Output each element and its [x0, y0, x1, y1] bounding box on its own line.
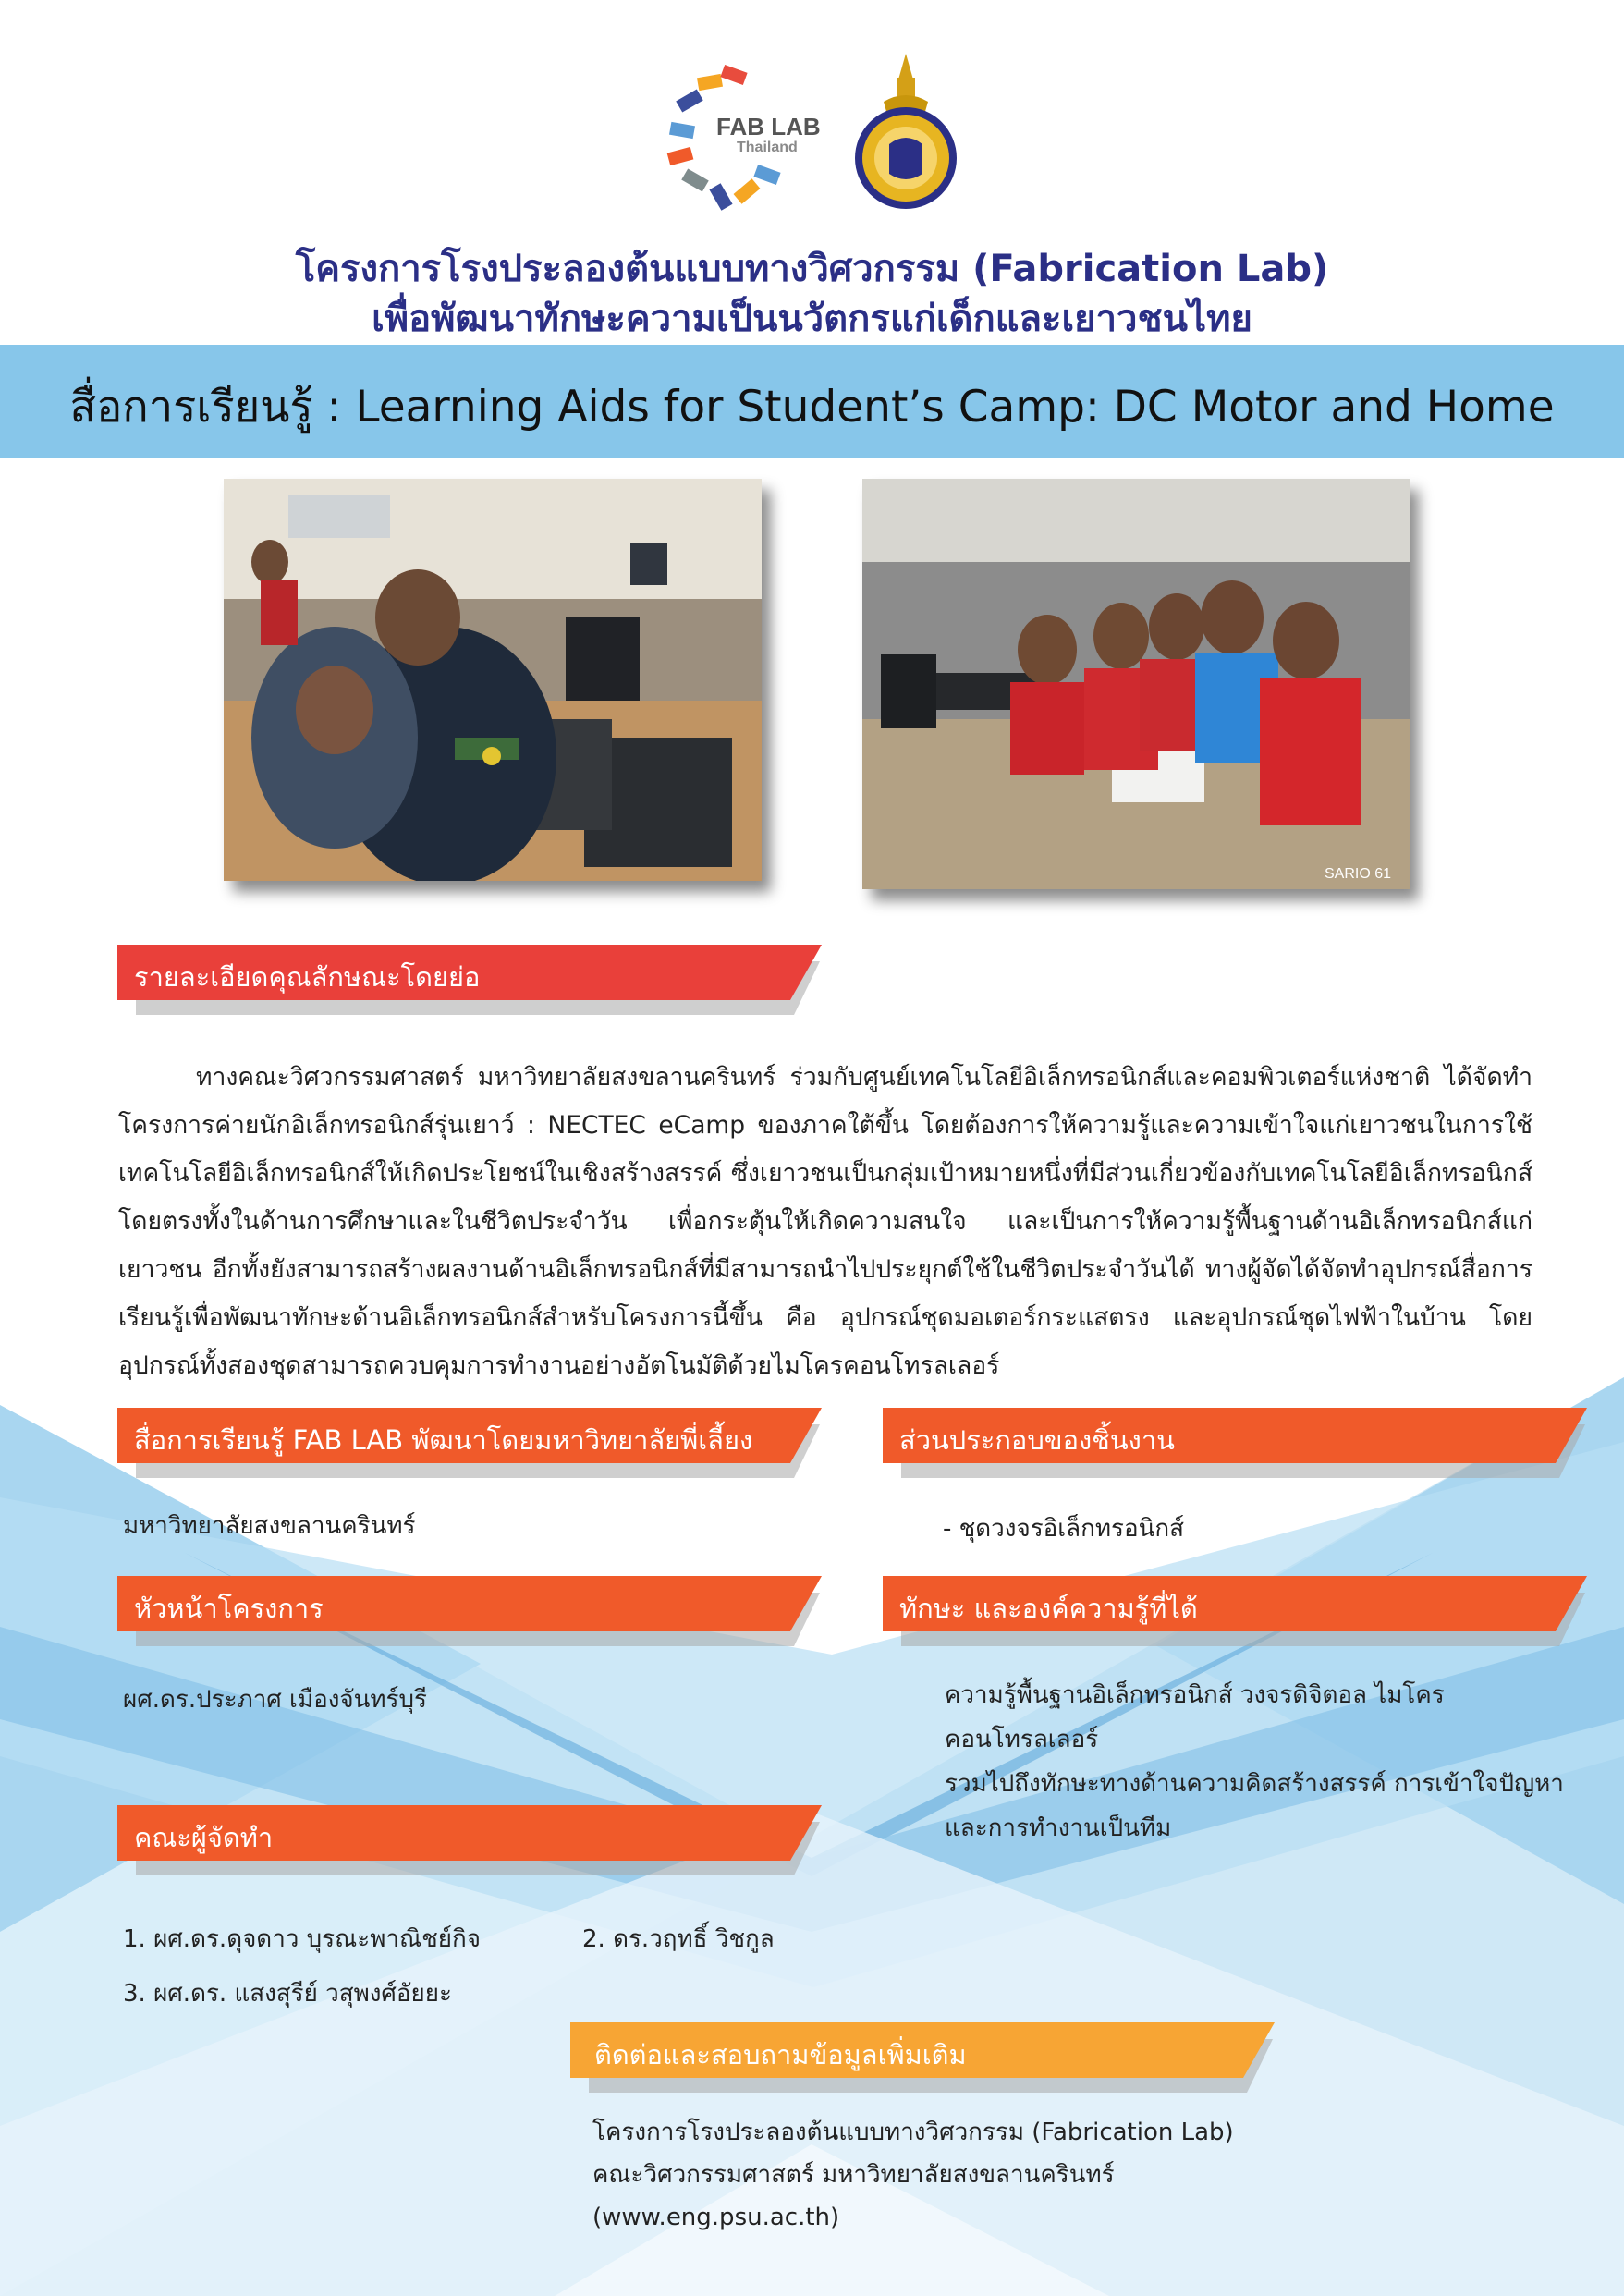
summary-paragraph — [118, 1054, 1532, 1390]
team-member-1: 1. ผศ.ดร.ดุจดาว บุรณะพาณิชย์กิจ — [123, 1925, 481, 1953]
workshop-photo-right — [862, 479, 1410, 889]
summary-heading-text: รายละเอียดคุณลักษณะโดยย่อ — [134, 961, 481, 993]
skills-heading-text: ทักษะ และองค์ความรู้ที่ได้ — [899, 1593, 1198, 1624]
components-heading-text: ส่วนประกอบของชิ้นงาน — [899, 1424, 1175, 1456]
components-value: - ชุดวงจรอิเล็กทรอนิกส์ — [943, 1515, 1184, 1543]
project-lead-value: ผศ.ดร.ประภาศ เมืองจันทร์บุรี — [123, 1686, 427, 1714]
workshop-photo-left — [224, 479, 762, 881]
contact-website: (www.eng.psu.ac.th) — [592, 2204, 840, 2231]
contact-heading-text: ติดต่อและสอบถามข้อมูลเพิ่มเติม — [594, 2039, 967, 2070]
project-lead-heading — [117, 1576, 820, 1631]
contact-line-1: โครงการโรงประลองต้นแบบทางวิศวกรรม (Fabrication Lab) — [592, 2119, 1234, 2146]
contact-heading — [570, 2022, 1273, 2078]
logo-subtext: Thailand — [737, 140, 798, 155]
logo-text: FAB LAB — [716, 113, 821, 140]
photo-watermark: SARIO 61 — [1325, 866, 1392, 882]
subject-banner-title: สื่อการเรียนรู้ : Learning Aids for Student’s Camp: DC Motor and Home — [69, 382, 1555, 433]
project-title-line1: โครงการโรงประลองต้นแบบทางวิศวกรรม (Fabrication Lab) — [295, 248, 1329, 290]
team-heading — [117, 1805, 820, 1861]
skills-line-3: และการทำงานเป็นทีม — [945, 1814, 1172, 1842]
skills-line-1: ความรู้พื้นฐานอิเล็กทรอนิกส์ วงจรดิจิตอล ไมโครคอนโทรลเลอร์ — [945, 1681, 1445, 1753]
components-heading — [883, 1408, 1585, 1463]
contact-details — [592, 2111, 1424, 2239]
mentor-university-value: มหาวิทยาลัยสงขลานครินทร์ — [123, 1512, 416, 1540]
team-member-3: 3. ผศ.ดร. แสงสุรีย์ วสุพงศ์อัยยะ — [123, 1980, 452, 2008]
mentor-university-heading — [117, 1408, 820, 1463]
skills-list — [945, 1673, 1592, 1850]
fablab-logo — [661, 57, 827, 224]
team-member-2: 2. ดร.วฤทธิ์ วิชกูล — [582, 1925, 775, 1953]
skills-line-2: รวมไปถึงทักษะทางด้านความคิดสร้างสรรค์ การเข้าใจปัญหา — [945, 1770, 1564, 1798]
team-heading-text: คณะผู้จัดทำ — [134, 1822, 274, 1853]
contact-line-2: คณะวิศวกรรมศาสตร์ มหาวิทยาลัยสงขลานครินทร์ — [592, 2161, 1115, 2189]
summary-body: ทางคณะวิศวกรรมศาสตร์ มหาวิทยาลัยสงขลานครินทร์ ร่วมกับศูนย์เทคโนโลยีอิเล็กทรอนิกส์และคอมพิวเตอร์แห่งชาติ ได้จัดทำโครงการค่ายนักอิเล็กทรอนิกส์รุ่นเยาว์ : NECTEC eCamp ของภาคใต้ขึ้น โดยต้องการให้ความรู้และความเข้าใจแก่เยาวชนในการใช้เทคโนโลยีอิเล็กทรอนิกส์ให้เกิดประโยชน์ในเชิงสร้างสรรค์ ซึ่งเยาวชนเป็นกลุ่มเป้าหมายหนึ่งที่มีส่วนเกี่ยวข้องกับเทคโนโลยีอิเล็กทรอนิกส์โดยตรงทั้งในด้านการศึกษาและในชีวิตประจำวัน เพื่อกระตุ้นให้เกิดความสนใจ และเป็นการให้ความรู้พื้นฐานด้านอิเล็กทรอนิกส์แก่เยาวชน อีกทั้งยังสามารถสร้างผลงานด้านอิเล็กทรอนิกส์ที่มีสามารถนำไปประยุกต์ใช้ในชีวิตประจำวันได้ ทางผู้จัดได้จัดทำอุปกรณ์สื่อการเรียนรู้เพื่อพัฒนาทักษะด้านอิเล็กทรอนิกส์สำหรับโครงการนี้ขึ้น คือ อุปกรณ์ชุดมอเตอร์กระแสตรง และอุปกรณ์ชุดไฟฟ้าในบ้าน โดยอุปกรณ์ทั้งสองชุดสามารถควบคุมการทำงานอย่างอัตโนมัติด้วยไมโครคอนโทรลเลอร์ — [118, 1063, 1532, 1380]
summary-heading — [117, 945, 820, 1000]
mentor-university-heading-text: สื่อการเรียนรู้ FAB LAB พัฒนาโดยมหาวิทยาลัยพี่เลี้ยง — [134, 1424, 753, 1456]
skills-heading — [883, 1576, 1585, 1631]
project-lead-heading-text: หัวหน้าโครงการ — [134, 1593, 324, 1624]
project-title-line2: เพื่อพัฒนาทักษะความเป็นนวัตกรแก่เด็กและเยาวชนไทย — [372, 298, 1252, 340]
university-emblem — [849, 52, 964, 216]
